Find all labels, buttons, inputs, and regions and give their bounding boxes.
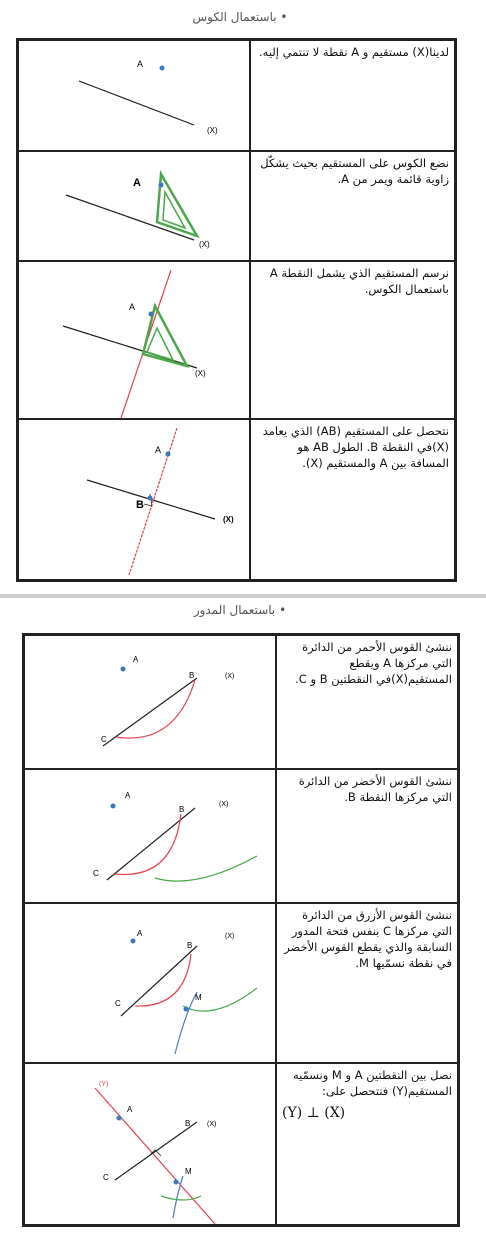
blue-arc xyxy=(175,992,197,1054)
label-a: A xyxy=(127,1105,133,1114)
label-a: A xyxy=(129,302,136,312)
point-m xyxy=(184,1007,189,1012)
point-b xyxy=(148,496,153,501)
label-x: (X) xyxy=(199,240,210,249)
label-c: C xyxy=(115,999,121,1008)
label-c: C xyxy=(103,1173,109,1182)
section-separator xyxy=(0,594,486,598)
figure-cell-2 xyxy=(18,151,250,261)
figure-cell-8 xyxy=(24,1063,276,1225)
line-x xyxy=(79,81,194,125)
label-x: (X) xyxy=(223,515,234,524)
label-m: M xyxy=(195,993,202,1002)
label-x: (X) xyxy=(225,933,235,940)
figure-cell-5 xyxy=(24,635,276,769)
label-b: B xyxy=(189,671,195,680)
line-x xyxy=(66,195,194,240)
step-text-3: نرسم المستقيم الذي يشمل النقطة A باستعمال الكوس. xyxy=(269,266,449,296)
text-cell-2 xyxy=(250,151,455,261)
text-cell-6 xyxy=(276,769,458,903)
label-a: A xyxy=(125,791,131,800)
step-text-4: نتحصل على المستقيم (AB) الذي يعامد (X)في النقطة B. الطول AB هو المسافة بين A والمستقيم (X). xyxy=(262,424,449,470)
label-a: A xyxy=(155,445,162,455)
label-b: B xyxy=(136,499,144,511)
label-x: (X) xyxy=(195,369,206,378)
figure-cell-6 xyxy=(24,769,276,903)
label-a: A xyxy=(133,655,139,664)
label-a: A xyxy=(137,929,143,938)
line-x xyxy=(121,946,197,1016)
green-arc xyxy=(155,856,257,881)
label-m: M xyxy=(185,1167,192,1176)
text-cell-7 xyxy=(276,903,458,1063)
point-a xyxy=(166,452,171,457)
point-m xyxy=(174,1180,179,1185)
point-a xyxy=(131,939,136,944)
text-cell-3 xyxy=(250,261,455,419)
figure-cell-7 xyxy=(24,903,276,1063)
label-a: A xyxy=(137,59,144,69)
label-b: B xyxy=(179,805,185,814)
section1-title: • باستعمال الكوس xyxy=(192,10,288,24)
step-text-5: ننشئ القوس الأحمر من الدائرة التي مركزها A ويقطع المستقيم(X)في النقطتين B و C. xyxy=(295,640,452,686)
label-b: B xyxy=(187,941,193,950)
step-text-2: نضع الكوس على المستقيم بحيث يشكّل زاوية قائمة ويمر من A. xyxy=(260,156,449,186)
line-x xyxy=(103,678,197,746)
red-arc xyxy=(135,954,191,1006)
label-y: (Y) xyxy=(99,1081,109,1088)
step-text-7: ننشئ القوس الأزرق من الدائرة التي مركزها C بنفس فتحة المدور السابقة والذي يقطع القوس الأخضر في نقطة نسمّيها M. xyxy=(284,908,452,970)
step-text-6: ننشئ القوس الأخضر من الدائرة التي مركزها النقطة B. xyxy=(298,774,452,804)
label-x: (X) xyxy=(207,1121,217,1128)
point-a xyxy=(111,804,116,809)
set-square xyxy=(157,174,197,236)
text-cell-5 xyxy=(276,635,458,769)
text-cell-4 xyxy=(250,419,455,580)
label-a: A xyxy=(133,177,141,189)
label-c: C xyxy=(101,735,107,744)
figure-cell-4 xyxy=(18,419,250,580)
label-x: (X) xyxy=(207,126,218,135)
point-a xyxy=(121,667,126,672)
point-a xyxy=(117,1116,122,1121)
text-cell-1 xyxy=(250,40,455,151)
section2-title: • باستعمال المدور xyxy=(193,603,287,617)
point-a xyxy=(159,183,164,188)
figure-cell-1 xyxy=(18,40,250,151)
label-b: B xyxy=(185,1119,191,1128)
text-cell-8 xyxy=(276,1063,458,1225)
perpendicular-formula: (Y) ⊥ (X) xyxy=(282,1105,346,1121)
point-a xyxy=(160,66,165,71)
green-arc xyxy=(161,1196,201,1200)
step-text-8: نصل بين النقطتين A و M ونسمّيه المستقيم(Y) فنتحصل على: xyxy=(292,1068,452,1098)
step-text-1: لدينا(X) مستقيم و A نقطة لا تنتمي إليه. xyxy=(259,45,449,59)
label-x: (X) xyxy=(225,673,235,680)
label-x: (X) xyxy=(219,801,229,808)
figure-cell-3 xyxy=(18,261,250,419)
line-y xyxy=(95,1088,215,1224)
label-c: C xyxy=(93,869,99,878)
point-a xyxy=(149,312,154,317)
